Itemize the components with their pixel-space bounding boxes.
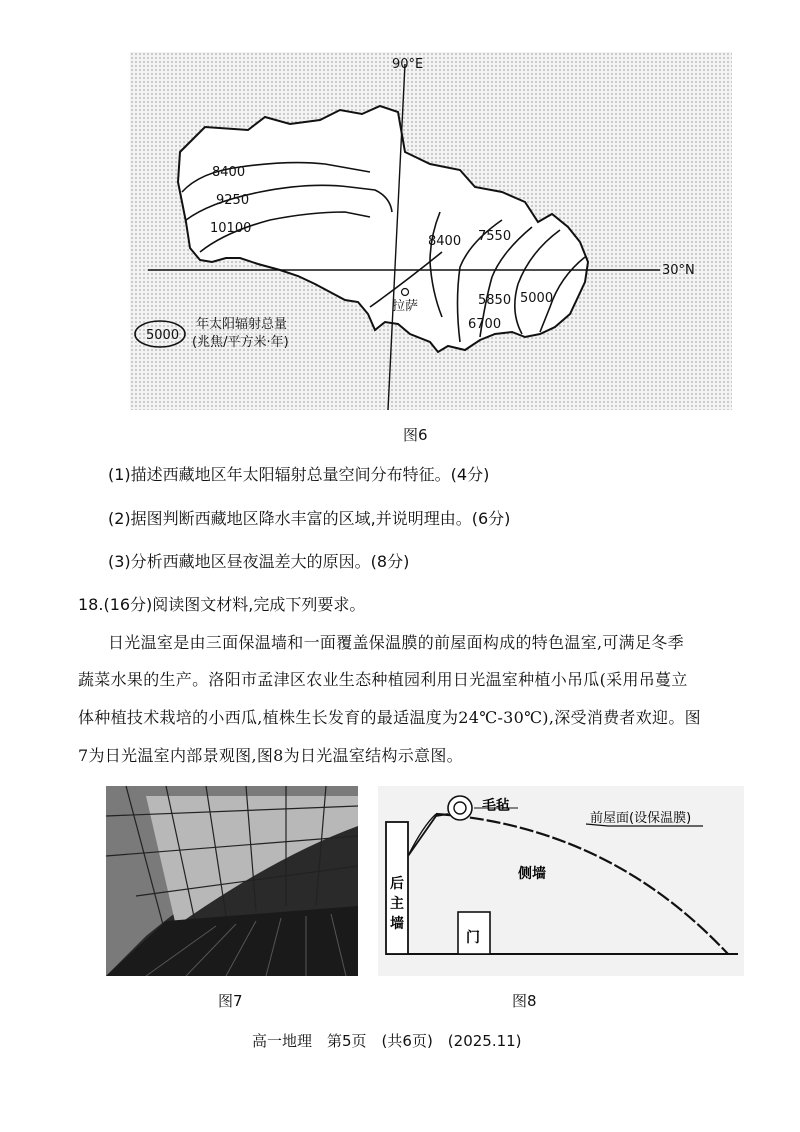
parallel-label: 30°N [662,263,695,278]
greenhouse-interior-photo [106,786,358,976]
contour-label: 7550 [478,229,512,244]
contour-label: 9250 [216,193,250,208]
lhasa-point [402,289,409,296]
meridian-label: 90°E [392,57,424,72]
greenhouse-structure-diagram [378,786,744,976]
blanket-label: 毛毡 [482,798,510,814]
back-wall-label-char: 主 [390,896,404,912]
contour-label: 5850 [478,293,512,308]
question-18-header: 18.(16分)阅读图文材料,完成下列要求。 [78,595,366,614]
paragraph-line: 7为日光温室内部景观图,图8为日光温室结构示意图。 [78,746,463,765]
back-wall-label-char: 墙 [390,916,404,932]
page-footer: 高一地理 第5页 (共6页) (2025.11) [252,1032,522,1050]
city-label: 拉萨 [392,299,419,314]
legend-unit: (兆焦/平方米·年) [192,335,289,350]
figure7-caption: 图7 [218,992,243,1010]
legend-value: 5000 [146,328,180,343]
figure6-caption: 图6 [403,426,428,444]
legend-title: 年太阳辐射总量 [196,317,288,332]
back-wall-label-char: 后 [390,876,404,892]
question-17-3: (3)分析西藏地区昼夜温差大的原因。(8分) [108,552,410,571]
door-label: 门 [466,930,480,946]
question-17-1: (1)描述西藏地区年太阳辐射总量空间分布特征。(4分) [108,465,490,484]
contour-label: 6700 [468,317,502,332]
tibet-radiation-map [130,52,732,410]
contour-label: 8400 [212,165,246,180]
paragraph-line: 日光温室是由三面保温墙和一面覆盖保温膜的前屋面构成的特色温室,可满足冬季 [108,633,684,652]
contour-label: 5000 [520,291,554,306]
contour-label: 8400 [428,234,462,249]
paragraph-line: 体种植技术栽培的小西瓜,植株生长发育的最适温度为24℃-30℃),深受消费者欢迎。图 [78,708,701,727]
front-roof-label: 前屋面(设保温膜) [590,811,692,826]
paragraph-line: 蔬菜水果的生产。洛阳市孟津区农业生态种植园利用日光温室种植小吊瓜(采用吊蔓立 [78,670,688,689]
blanket-roll-icon [448,796,472,820]
side-wall-label: 侧墙 [518,866,546,882]
figure8-caption: 图8 [512,992,537,1010]
question-17-2: (2)据图判断西藏地区降水丰富的区域,并说明理由。(6分) [108,509,511,528]
contour-label: 10100 [210,221,252,236]
